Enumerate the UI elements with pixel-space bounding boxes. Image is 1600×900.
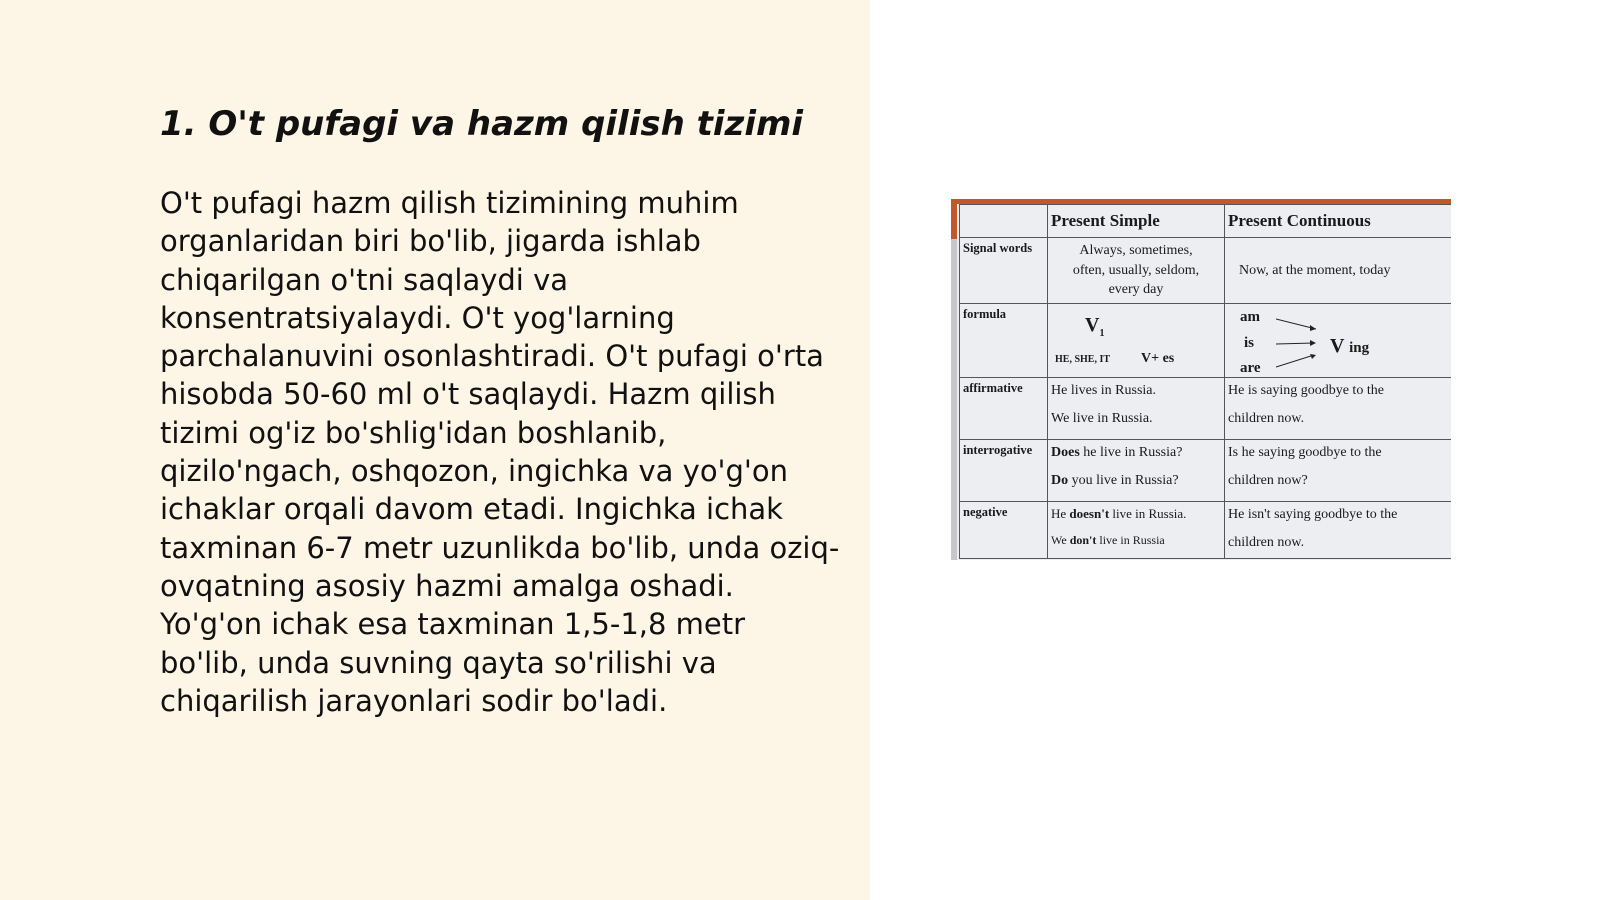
formula-continuous-cell [1225, 303, 1452, 377]
label-formula: formula [960, 303, 1048, 377]
formula-he-she-it: HE, SHE, IT [1055, 353, 1111, 365]
formula-is: is [1244, 334, 1255, 351]
signal-simple-line-2: often, usually, seldom, [1072, 262, 1200, 278]
header-present-continuous: Present Continuous [1225, 205, 1452, 238]
label-signal-words: Signal words [960, 238, 1048, 304]
interrogative-continuous-line-2: children now? [1228, 473, 1308, 489]
formula-v1: $V_1$ [1085, 313, 1105, 339]
image-left-accent [951, 199, 957, 239]
slide-title: 1. O't pufagi va hazm qilish tizimi [160, 104, 804, 144]
affirmative-simple-line-2: We live in Russia. [1051, 411, 1153, 427]
signal-simple-line-3: every day [1108, 282, 1164, 298]
row-formula [960, 303, 1452, 377]
row-signal-words [960, 238, 1452, 304]
affirmative-simple-cell [1048, 377, 1225, 439]
negative-simple-line-1: He doesn't live in Russia. [1051, 505, 1187, 521]
grammar-table-image [951, 199, 1451, 560]
formula-simple-cell [1048, 303, 1225, 377]
header-present-simple: Present Simple [1048, 205, 1225, 238]
image-left-border [951, 199, 957, 560]
interrogative-continuous-line-1: Is he saying goodbye to the [1228, 444, 1382, 460]
row-affirmative [960, 377, 1452, 439]
interrogative-simple-line-2: Do you live in Russia? [1051, 473, 1179, 489]
formula-am: am [1240, 308, 1260, 325]
negative-simple-cell [1048, 501, 1225, 558]
negative-continuous-cell [1225, 501, 1452, 558]
label-affirmative: affirmative [960, 377, 1048, 439]
signal-simple-cell [1048, 238, 1225, 304]
grammar-table [959, 204, 1451, 559]
signal-continuous-cell: Now, at the moment, today [1225, 238, 1452, 304]
negative-simple-line-2: We don't live in Russia [1051, 532, 1165, 547]
interrogative-continuous-cell [1225, 439, 1452, 501]
corner-cell [960, 205, 1048, 238]
formula-are: are [1240, 359, 1261, 376]
row-interrogative [960, 439, 1452, 501]
formula-v-es: V+ es [1141, 350, 1175, 366]
affirmative-continuous-cell [1225, 377, 1452, 439]
label-negative: negative [960, 501, 1048, 558]
label-interrogative: interrogative [960, 439, 1048, 501]
interrogative-simple-cell [1048, 439, 1225, 501]
row-negative [960, 501, 1452, 558]
negative-continuous-line-2: children now. [1228, 535, 1305, 551]
interrogative-simple-line-1: Does he live in Russia? [1051, 444, 1183, 460]
formula-arrows-icon [1276, 315, 1336, 375]
signal-simple-line-1: Always, sometimes, [1079, 243, 1193, 258]
table-header-row [960, 205, 1452, 238]
affirmative-continuous-line-2: children now. [1228, 411, 1305, 427]
affirmative-continuous-line-1: He is saying goodbye to the [1228, 382, 1384, 398]
slide-body-text: O't pufagi hazm qilish tizimining muhim organlaridan biri bo'lib, jigarda ishlab chiqarilgan o'tni saqlaydi va konsentratsiyalaydi. O't yog'larning parchalanuvini osonlashtiradi. O't pufagi o'rta hisobda 50-60 ml o't saqlaydi. Hazm qilish tizimi og'iz bo'shlig'idan boshlanib, qizilo'ngach, oshqozon, ingichka va yo'g'on ichaklar orqali davom etadi. Ingichka ichak taxminan 6-7 metr uzunlikda bo'lib, unda oziq-ovqatning asosiy hazmi amalga oshadi. Yo'g'on ichak esa taxminan 1,5-1,8 metr bo'lib, unda suvning qayta so'rilishi va chiqarilish jarayonlari sodir bo'ladi. [160, 186, 840, 718]
negative-continuous-line-1: He isn't saying goodbye to the [1228, 506, 1398, 522]
affirmative-simple-line-1: He lives in Russia. [1051, 382, 1156, 398]
formula-v-ing: V ing [1330, 334, 1370, 357]
